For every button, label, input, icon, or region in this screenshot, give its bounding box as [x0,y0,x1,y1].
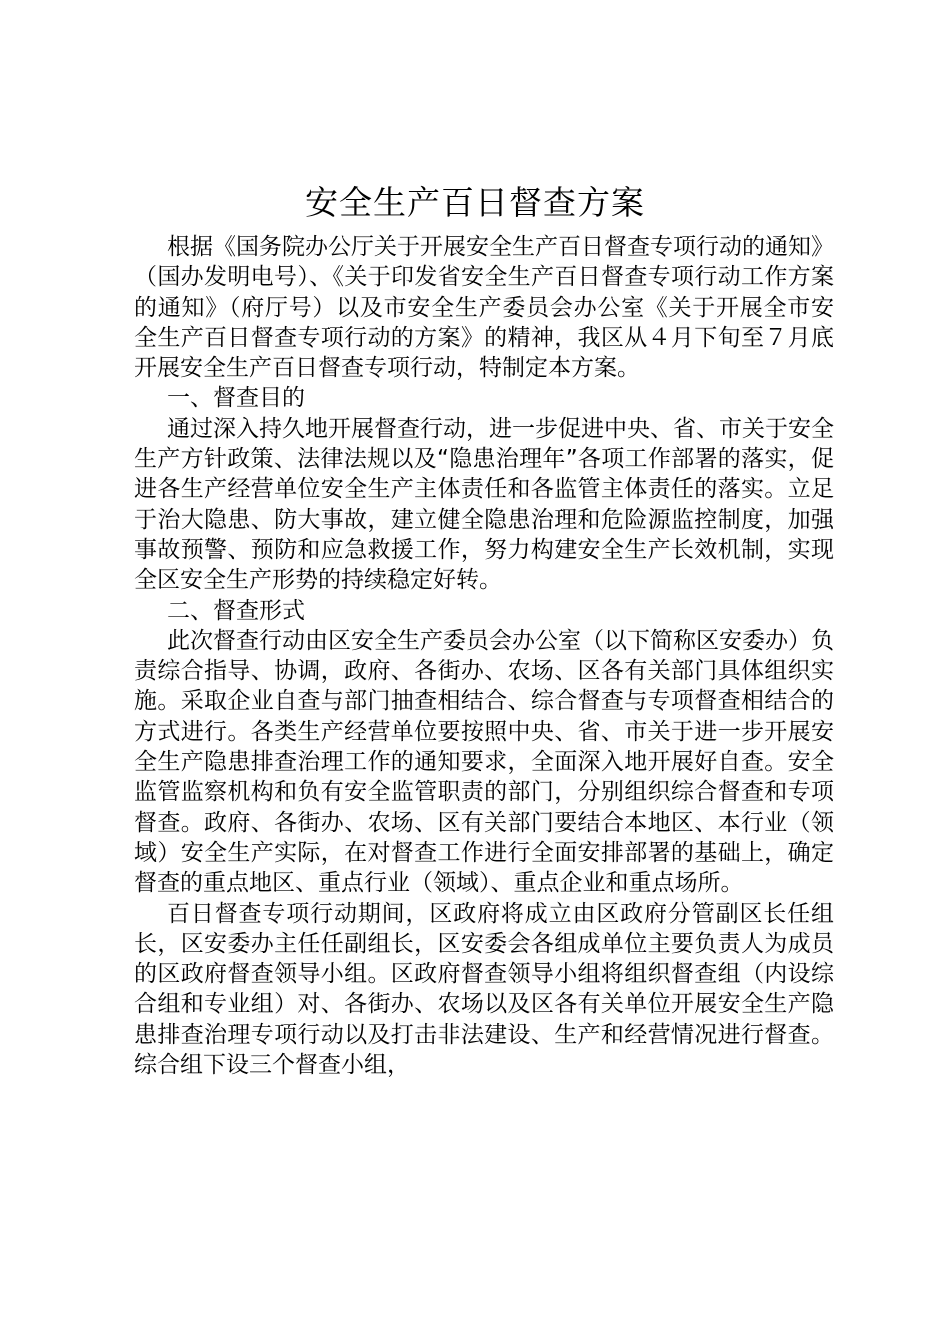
form-paragraph: 此次督查行动由区安全生产委员会办公室（以下简称区安委办）负责综合指导、协调，政府、各街办、农场、区各有关部门具体组织实施。采取企业自查与部门抽查相结合、综合督查与专项督查相结合的方式进行。各类生产经营单位要按照中央、省、市关于进一步开展安全生产隐患排查治理工作的通知要求，全面深入地开展好自查。安全监管监察机构和负有安全监管职责的部门，分别组织综合督查和专项督查。政府、各街办、农场、区有关部门要结合本地区、本行业（领域）安全生产实际，在对督查工作进行全面安排部署的基础上，确定督查的重点地区、重点行业（领域）、重点企业和重点场所。 [134,627,834,897]
section-heading-purpose: 一、督查目的 [167,385,305,412]
section-heading-form: 二、督查形式 [167,597,305,624]
intro-paragraph: 根据《国务院办公厅关于开展安全生产百日督查专项行动的通知》（国办发明电号）、《关于印发省安全生产百日督查专项行动工作方案的通知》（府厅号）以及市安全生产委员会办公室《关于开展全市安全生产百日督查专项行动的方案》的精神，我区从４月下旬至７月底开展安全生产百日督查专项行动，特制定本方案。 [134,234,834,382]
leadership-paragraph: 百日督查专项行动期间，区政府将成立由区政府分管副区长任组长，区安委办主任任副组长，区安委会各组成单位主要负责人为成员的区政府督查领导小组。区政府督查领导小组将组织督查组（内设综合组和专业组）对、各街办、农场以及区各有关单位开展安全生产隐患排查治理专项行动以及打击非法建设、生产和经营情况进行督查。综合组下设三个督查小组， [134,900,834,1079]
purpose-paragraph: 通过深入持久地开展督查行动，进一步促进中央、省、市关于安全生产方针政策、法律法规以及“隐患治理年”各项工作部署的落实，促进各生产经营单位安全生产主体责任和各监管主体责任的落实。立足于治大隐患、防大事故，建立健全隐患治理和危险源监控制度，加强事故预警、预防和应急救援工作，努力构建安全生产长效机制，实现全区安全生产形势的持续稳定好转。 [134,415,834,594]
document-title: 安全生产百日督查方案 [305,183,645,222]
document-body [134,232,834,1080]
